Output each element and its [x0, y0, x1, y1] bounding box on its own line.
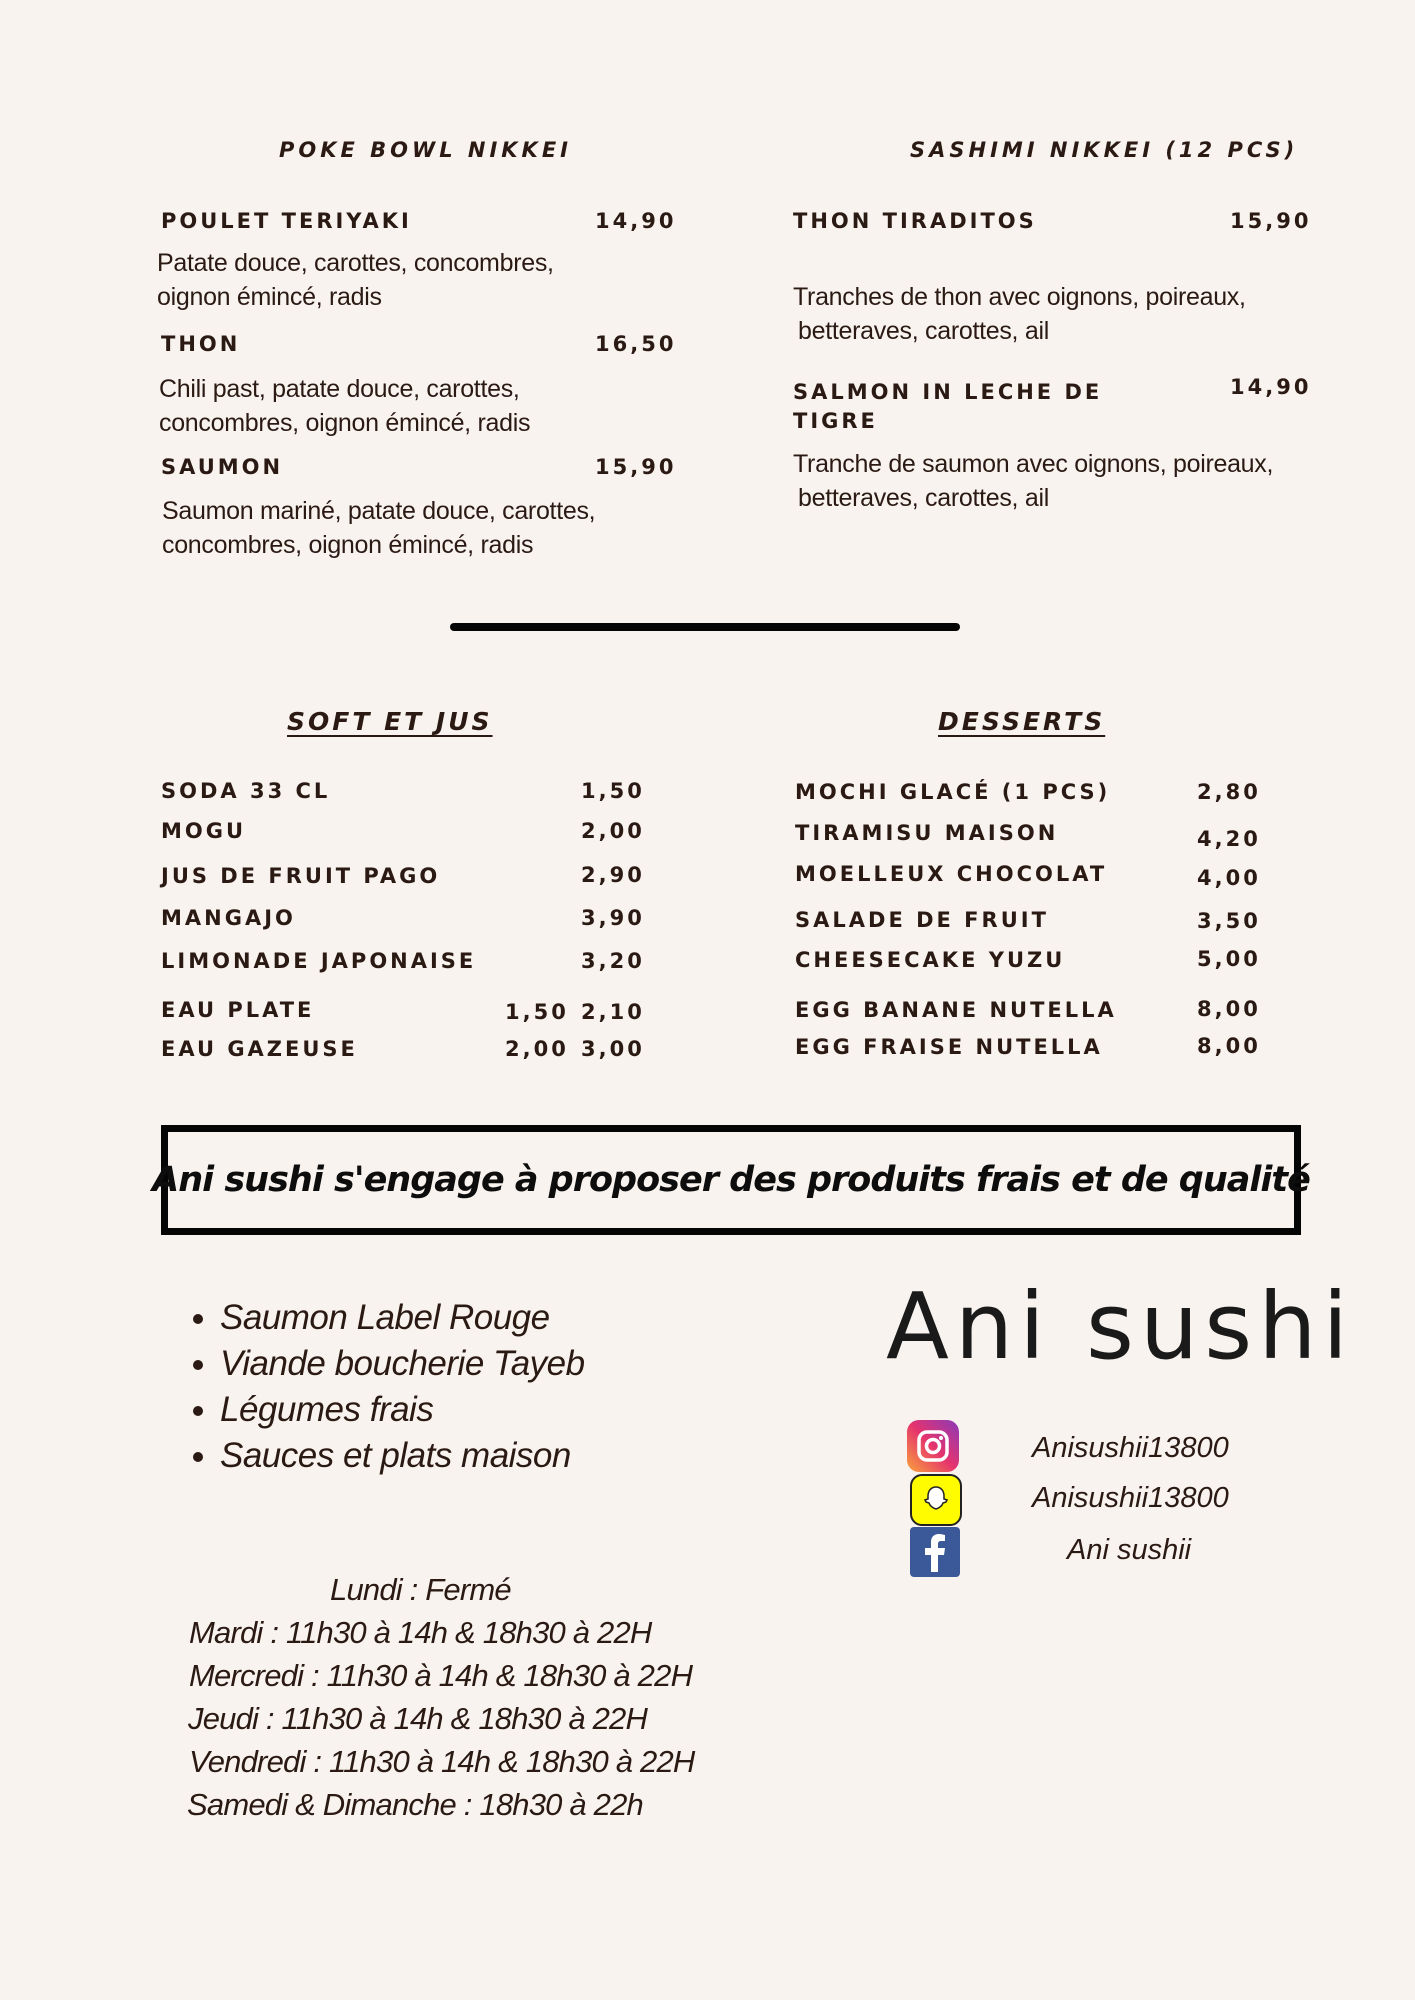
facebook-handle: Ani sushii: [1067, 1534, 1192, 1566]
instagram-handle: Anisushii13800: [1032, 1432, 1229, 1464]
brand-logo: Ani sushi: [886, 1273, 1355, 1380]
menu-item-name: THON: [161, 332, 241, 356]
drink-price: 2,90: [581, 863, 645, 887]
menu-item-price: 14,90: [595, 209, 677, 233]
sashimi-section-title: SASHIMI NIKKEI (12 PCS): [910, 138, 1299, 162]
dessert-name: MOCHI GLACÉ (1 PCS): [795, 780, 1111, 804]
dessert-price: 8,00: [1197, 1034, 1261, 1058]
quality-list-item: • Saumon Label Rouge: [220, 1295, 585, 1341]
desc-line: Tranche de saumon avec oignons, poireaux,: [793, 450, 1274, 478]
facebook-icon: [910, 1527, 960, 1577]
hours-tuesday: Mardi : 11h30 à 14h & 18h30 à 22H: [189, 1615, 652, 1650]
dessert-name: TIRAMISU MAISON: [795, 821, 1059, 845]
name-line: TIGRE: [793, 409, 878, 433]
drink-name: JUS DE FRUIT PAGO: [161, 864, 441, 888]
quality-banner-text: Ani sushi s'engage à proposer des produits frais et de qualité: [152, 1160, 1310, 1200]
drink-price: 1,50: [581, 779, 645, 803]
drink-price-large: 3,00: [581, 1037, 645, 1061]
menu-item-desc: [162, 494, 595, 562]
quality-banner: [152, 1125, 1310, 1235]
drink-price-small: 2,00: [505, 1037, 569, 1061]
desc-line: Saumon mariné, patate douce, carottes,: [162, 497, 596, 525]
hours-friday: Vendredi : 11h30 à 14h & 18h30 à 22H: [189, 1744, 695, 1779]
menu-item-name: SAUMON: [161, 455, 284, 479]
drink-name: SODA 33 CL: [161, 779, 331, 803]
hours-weekend: Samedi & Dimanche : 18h30 à 22h: [187, 1787, 644, 1822]
dessert-name: CHEESECAKE YUZU: [795, 948, 1066, 972]
dessert-name: EGG FRAISE NUTELLA: [795, 1035, 1103, 1059]
menu-item-name: POULET TERIYAKI: [161, 209, 412, 233]
drink-name: MOGU: [161, 819, 247, 843]
desc-line: Chili past, patate douce, carottes,: [159, 375, 520, 403]
hours-thursday: Jeudi : 11h30 à 14h & 18h30 à 22H: [188, 1701, 648, 1736]
menu-item-price: 15,90: [595, 455, 677, 479]
dessert-price: 5,00: [1197, 947, 1261, 971]
drink-price: 3,90: [581, 906, 645, 930]
menu-item-name: THON TIRADITOS: [793, 209, 1037, 233]
snapchat-handle: Anisushii13800: [1032, 1482, 1229, 1514]
hours-wednesday: Mercredi : 11h30 à 14h & 18h30 à 22H: [189, 1658, 693, 1693]
desc-line: concombres, oignon émincé, radis: [162, 531, 534, 559]
poke-section-title: POKE BOWL NIKKEI: [279, 138, 572, 162]
drink-name: MANGAJO: [161, 906, 296, 930]
quality-list-item: • Viande boucherie Tayeb: [220, 1341, 585, 1387]
drink-price: 3,20: [581, 949, 645, 973]
desc-line: Tranches de thon avec oignons, poireaux,: [793, 283, 1246, 311]
section-divider: [450, 623, 960, 631]
drink-price-small: 1,50: [505, 1000, 569, 1024]
dessert-price: 8,00: [1197, 997, 1261, 1021]
drink-price: 2,00: [581, 819, 645, 843]
dessert-price: 2,80: [1197, 780, 1261, 804]
menu-item-price: 14,90: [1230, 375, 1312, 399]
hours-monday: Lundi : Fermé: [330, 1572, 511, 1607]
drink-price-large: 2,10: [581, 1000, 645, 1024]
quality-list-item: • Légumes frais: [220, 1387, 585, 1433]
dessert-price: 4,00: [1197, 866, 1261, 890]
dessert-price: 3,50: [1197, 909, 1261, 933]
menu-item-name: [793, 378, 1102, 436]
desc-line: oignon émincé, radis: [157, 283, 382, 311]
dessert-name: SALADE DE FRUIT: [795, 908, 1049, 932]
desserts-section-title: DESSERTS: [938, 707, 1106, 736]
desc-line: betteraves, carottes, ail: [798, 484, 1049, 512]
dessert-name: MOELLEUX CHOCOLAT: [795, 862, 1108, 886]
instagram-icon: [907, 1420, 959, 1472]
desc-line: Patate douce, carottes, concombres,: [157, 249, 554, 277]
desc-line: concombres, oignon émincé, radis: [159, 409, 531, 437]
quality-list: [180, 1295, 585, 1479]
menu-item-desc: [159, 372, 530, 440]
dessert-name: EGG BANANE NUTELLA: [795, 998, 1117, 1022]
menu-item-desc: [793, 280, 1246, 348]
soft-section-title: SOFT ET JUS: [287, 707, 493, 736]
drink-name: EAU PLATE: [161, 998, 315, 1022]
menu-item-price: 16,50: [595, 332, 677, 356]
dessert-price: 4,20: [1197, 827, 1261, 851]
snapchat-icon: [910, 1474, 962, 1526]
drink-name: EAU GAZEUSE: [161, 1037, 358, 1061]
desc-line: betteraves, carottes, ail: [798, 317, 1049, 345]
menu-item-price: 15,90: [1230, 209, 1312, 233]
name-line: SALMON IN LECHE DE: [793, 380, 1103, 404]
menu-item-desc: [157, 246, 554, 314]
quality-list-item: • Sauces et plats maison: [220, 1433, 585, 1479]
drink-name: LIMONADE JAPONAISE: [161, 949, 477, 973]
menu-item-desc: [793, 447, 1273, 515]
